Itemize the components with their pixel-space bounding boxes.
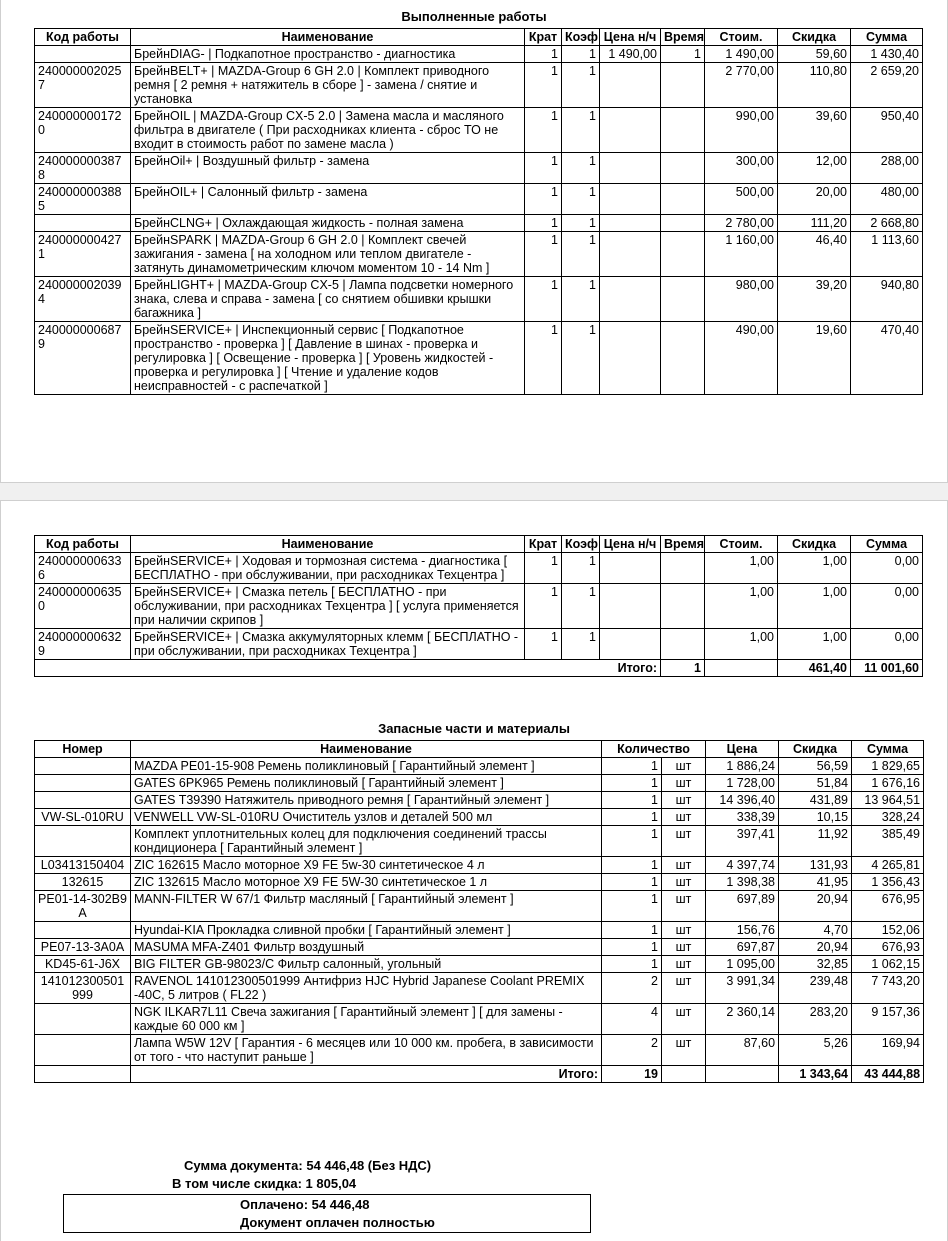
work-discount: 1,00 xyxy=(778,553,851,584)
work-cost: 300,00 xyxy=(705,153,778,184)
work-price xyxy=(600,108,661,153)
part-number xyxy=(35,826,131,857)
parts-total-sum: 43 444,88 xyxy=(852,1066,924,1083)
work-krat: 1 xyxy=(525,232,562,277)
part-number xyxy=(35,922,131,939)
table-row xyxy=(35,46,923,63)
works-header-name: Наименование xyxy=(131,29,525,46)
part-name: RAVENOL 141012300501999 Антифриз HJC Hybrid Japanese Coolant PREMIX -40C, 5 литров ( FL22 ) xyxy=(131,973,602,1004)
part-sum: 1 062,15 xyxy=(852,956,924,973)
parts-header-quantity: Количество xyxy=(602,741,706,758)
works2-header-koef: Коэф xyxy=(562,536,600,553)
work-cost: 2 780,00 xyxy=(705,215,778,232)
table-row xyxy=(35,322,923,395)
part-quantity: 1 xyxy=(602,826,662,857)
table-row xyxy=(35,826,924,857)
work-koef: 1 xyxy=(562,46,600,63)
work-krat: 1 xyxy=(525,46,562,63)
work-code: 2400000006350 xyxy=(35,584,131,629)
work-krat: 1 xyxy=(525,153,562,184)
work-cost: 990,00 xyxy=(705,108,778,153)
work-sum: 480,00 xyxy=(851,184,923,215)
work-cost: 500,00 xyxy=(705,184,778,215)
work-koef: 1 xyxy=(562,277,600,322)
work-code: 2400000001720 xyxy=(35,108,131,153)
work-sum: 2 659,20 xyxy=(851,63,923,108)
work-sum: 2 668,80 xyxy=(851,215,923,232)
works2-total-label: Итого: xyxy=(35,660,661,677)
part-price: 1 886,24 xyxy=(706,758,779,775)
part-quantity: 1 xyxy=(602,956,662,973)
work-sum: 1 113,60 xyxy=(851,232,923,277)
part-discount: 10,15 xyxy=(779,809,852,826)
part-unit: шт xyxy=(662,956,706,973)
table-row xyxy=(35,277,923,322)
work-name: БрейнCLNG+ | Охлаждающая жидкость - полная замена xyxy=(131,215,525,232)
work-time xyxy=(661,322,705,395)
part-quantity: 1 xyxy=(602,758,662,775)
work-cost: 2 770,00 xyxy=(705,63,778,108)
part-discount: 431,89 xyxy=(779,792,852,809)
works-header-discount: Скидка xyxy=(778,29,851,46)
works2-header-code: Код работы xyxy=(35,536,131,553)
part-quantity: 2 xyxy=(602,973,662,1004)
parts-body xyxy=(35,758,924,1066)
part-price: 338,39 xyxy=(706,809,779,826)
table-row xyxy=(35,857,924,874)
part-sum: 1 676,16 xyxy=(852,775,924,792)
part-unit: шт xyxy=(662,809,706,826)
part-discount: 32,85 xyxy=(779,956,852,973)
work-code xyxy=(35,46,131,63)
table-row xyxy=(35,939,924,956)
work-koef: 1 xyxy=(562,184,600,215)
parts-total-empty-price xyxy=(706,1066,779,1083)
part-price: 697,89 xyxy=(706,891,779,922)
work-time xyxy=(661,553,705,584)
works2-total-sum: 11 001,60 xyxy=(851,660,923,677)
part-price: 3 991,34 xyxy=(706,973,779,1004)
work-koef: 1 xyxy=(562,629,600,660)
part-unit: шт xyxy=(662,922,706,939)
table-row xyxy=(35,792,924,809)
table-row xyxy=(35,775,924,792)
work-price xyxy=(600,153,661,184)
part-unit: шт xyxy=(662,758,706,775)
part-discount: 51,84 xyxy=(779,775,852,792)
work-name: БрейнSPARK | MAZDA-Group 6 GH 2.0 | Комплект свечей зажигания - замена [ на холодном или теплом двигателе - затянуть динамометрическим ключом моментом 10 - 14 Nm ] xyxy=(131,232,525,277)
part-sum: 7 743,20 xyxy=(852,973,924,1004)
parts-header-name: Наименование xyxy=(131,741,602,758)
work-discount: 1,00 xyxy=(778,584,851,629)
work-code: 2400000020257 xyxy=(35,63,131,108)
table-row xyxy=(35,758,924,775)
works2-total-discount: 461,40 xyxy=(778,660,851,677)
part-discount: 11,92 xyxy=(779,826,852,857)
works2-header-time: Время xyxy=(661,536,705,553)
part-sum: 169,94 xyxy=(852,1035,924,1066)
works2-header-discount: Скидка xyxy=(778,536,851,553)
work-krat: 1 xyxy=(525,584,562,629)
works2-total-empty xyxy=(705,660,778,677)
part-price: 1 728,00 xyxy=(706,775,779,792)
part-number: 141012300501999 xyxy=(35,973,131,1004)
parts-total-quantity: 19 xyxy=(602,1066,662,1083)
parts-total-empty xyxy=(35,1066,131,1083)
part-unit: шт xyxy=(662,1035,706,1066)
works-header-row xyxy=(35,29,923,46)
works-body xyxy=(35,46,923,395)
discount-total: В том числе скидка: 1 805,04 xyxy=(172,1176,357,1191)
work-koef: 1 xyxy=(562,108,600,153)
part-discount: 20,94 xyxy=(779,939,852,956)
parts-header-sum: Сумма xyxy=(852,741,924,758)
part-number: L03413150404 xyxy=(35,857,131,874)
parts-total-label: Итого: xyxy=(131,1066,602,1083)
part-price: 2 360,14 xyxy=(706,1004,779,1035)
work-code: 2400000006879 xyxy=(35,322,131,395)
work-price xyxy=(600,184,661,215)
work-cost: 1,00 xyxy=(705,553,778,584)
work-time xyxy=(661,277,705,322)
work-price: 1 490,00 xyxy=(600,46,661,63)
part-number xyxy=(35,792,131,809)
part-quantity: 1 xyxy=(602,939,662,956)
work-time xyxy=(661,108,705,153)
work-cost: 980,00 xyxy=(705,277,778,322)
work-time xyxy=(661,153,705,184)
part-price: 397,41 xyxy=(706,826,779,857)
work-code: 2400000004271 xyxy=(35,232,131,277)
work-code: 2400000003885 xyxy=(35,184,131,215)
work-discount: 46,40 xyxy=(778,232,851,277)
parts-total-row xyxy=(35,1066,924,1083)
table-row xyxy=(35,584,923,629)
work-krat: 1 xyxy=(525,184,562,215)
work-sum: 0,00 xyxy=(851,629,923,660)
part-name: BIG FILTER GB-98023/C Фильтр салонный, угольный xyxy=(131,956,602,973)
part-sum: 9 157,36 xyxy=(852,1004,924,1035)
work-name: БрейнOIL | MAZDA-Group CX-5 2.0 | Замена масла и масляного фильтра в двигателе ( При расходниках клиента - сброс ТО не входит в стоимость работ по замене масла ) xyxy=(131,108,525,153)
work-discount: 39,20 xyxy=(778,277,851,322)
works2-header-price: Цена н/ч xyxy=(600,536,661,553)
work-cost: 1 160,00 xyxy=(705,232,778,277)
works2-total-row xyxy=(35,660,923,677)
works2-table xyxy=(34,535,923,677)
work-krat: 1 xyxy=(525,63,562,108)
work-name: БрейнSERVICE+ | Инспекционный сервис [ Подкапотное пространство - проверка ] [ Давление в шинах - проверка и регулировка ] [ Освещение - проверка ] [ Уровень жидкостей - проверка и регулировка ] [ Чтение и удаление кодов неисправностей - с распечаткой ] xyxy=(131,322,525,395)
work-time xyxy=(661,184,705,215)
work-name: БрейнSERVICE+ | Смазка петель [ БЕСПЛАТНО - при обслуживании, при расходниках Техцентра ] [ услуга применяется при наличии скрипов ] xyxy=(131,584,525,629)
work-price xyxy=(600,584,661,629)
part-quantity: 1 xyxy=(602,922,662,939)
work-discount: 39,60 xyxy=(778,108,851,153)
part-sum: 328,24 xyxy=(852,809,924,826)
table-row xyxy=(35,629,923,660)
part-unit: шт xyxy=(662,1004,706,1035)
work-price xyxy=(600,322,661,395)
work-code: 2400000006336 xyxy=(35,553,131,584)
parts-header-row xyxy=(35,741,924,758)
part-name: Лампа W5W 12V [ Гарантия - 6 месяцев или 10 000 км. пробега, в зависимости от того - что наступит раньше ] xyxy=(131,1035,602,1066)
part-price: 4 397,74 xyxy=(706,857,779,874)
part-name: Hyundai-KIA Прокладка сливной пробки [ Гарантийный элемент ] xyxy=(131,922,602,939)
work-sum: 470,40 xyxy=(851,322,923,395)
part-unit: шт xyxy=(662,891,706,922)
work-time: 1 xyxy=(661,46,705,63)
part-discount: 4,70 xyxy=(779,922,852,939)
part-number xyxy=(35,1004,131,1035)
work-koef: 1 xyxy=(562,215,600,232)
part-price: 87,60 xyxy=(706,1035,779,1066)
table-row xyxy=(35,232,923,277)
work-discount: 12,00 xyxy=(778,153,851,184)
work-krat: 1 xyxy=(525,215,562,232)
part-sum: 1 356,43 xyxy=(852,874,924,891)
part-unit: шт xyxy=(662,775,706,792)
work-discount: 19,60 xyxy=(778,322,851,395)
part-name: ZIC 132615 Масло моторное X9 FE 5W-30 синтетическое 1 л xyxy=(131,874,602,891)
part-name: GATES 6PK965 Ремень поликлиновый [ Гарантийный элемент ] xyxy=(131,775,602,792)
page-separator xyxy=(0,483,948,500)
part-number: 132615 xyxy=(35,874,131,891)
works-header-cost: Стоим. xyxy=(705,29,778,46)
part-price: 156,76 xyxy=(706,922,779,939)
part-name: MANN-FILTER W 67/1 Фильтр масляный [ Гарантийный элемент ] xyxy=(131,891,602,922)
work-koef: 1 xyxy=(562,553,600,584)
works-header-time: Время xyxy=(661,29,705,46)
part-quantity: 4 xyxy=(602,1004,662,1035)
work-price xyxy=(600,553,661,584)
work-krat: 1 xyxy=(525,553,562,584)
part-quantity: 1 xyxy=(602,891,662,922)
work-koef: 1 xyxy=(562,232,600,277)
part-number xyxy=(35,1035,131,1066)
work-code: 2400000020394 xyxy=(35,277,131,322)
table-row xyxy=(35,553,923,584)
work-sum: 288,00 xyxy=(851,153,923,184)
part-discount: 41,95 xyxy=(779,874,852,891)
document-sum: Сумма документа: 54 446,48 (Без НДС) xyxy=(184,1158,432,1173)
work-time xyxy=(661,629,705,660)
part-unit: шт xyxy=(662,857,706,874)
work-sum: 950,40 xyxy=(851,108,923,153)
parts-table xyxy=(34,740,924,1083)
paid-box xyxy=(63,1194,591,1233)
work-code: 2400000006329 xyxy=(35,629,131,660)
works-header-krat: Крат xyxy=(525,29,562,46)
table-row xyxy=(35,1035,924,1066)
work-koef: 1 xyxy=(562,153,600,184)
part-sum: 152,06 xyxy=(852,922,924,939)
part-discount: 20,94 xyxy=(779,891,852,922)
part-unit: шт xyxy=(662,939,706,956)
part-quantity: 1 xyxy=(602,775,662,792)
work-discount: 110,80 xyxy=(778,63,851,108)
table-row xyxy=(35,891,924,922)
part-name: ZIC 162615 Масло моторное X9 FE 5w-30 синтетическое 4 л xyxy=(131,857,602,874)
part-sum: 676,95 xyxy=(852,891,924,922)
work-krat: 1 xyxy=(525,277,562,322)
work-name: БрейнLIGHT+ | MAZDA-Group CX-5 | Лампа подсветки номерного знака, слева и справа - замена [ со снятием обшивки крышки багажника ] xyxy=(131,277,525,322)
parts-total-discount: 1 343,64 xyxy=(779,1066,852,1083)
work-krat: 1 xyxy=(525,322,562,395)
work-price xyxy=(600,215,661,232)
work-price xyxy=(600,63,661,108)
work-time xyxy=(661,232,705,277)
parts-title: Запасные части и материалы xyxy=(378,721,570,736)
work-name: БрейнOil+ | Воздушный фильтр - замена xyxy=(131,153,525,184)
work-discount: 111,20 xyxy=(778,215,851,232)
work-koef: 1 xyxy=(562,584,600,629)
works-header-koef: Коэф xyxy=(562,29,600,46)
works-title: Выполненные работы xyxy=(401,9,547,24)
table-row xyxy=(35,809,924,826)
work-discount: 1,00 xyxy=(778,629,851,660)
part-sum: 676,93 xyxy=(852,939,924,956)
work-discount: 20,00 xyxy=(778,184,851,215)
works-table xyxy=(34,28,923,395)
part-sum: 1 829,65 xyxy=(852,758,924,775)
part-name: GATES T39390 Натяжитель приводного ремня [ Гарантийный элемент ] xyxy=(131,792,602,809)
table-row xyxy=(35,956,924,973)
work-name: БрейнBELT+ | MAZDA-Group 6 GH 2.0 | Комплект приводного ремня [ 2 ремня + натяжитель в сборе ] - замена / снятие и установка xyxy=(131,63,525,108)
part-price: 697,87 xyxy=(706,939,779,956)
paid-status: Документ оплачен полностью xyxy=(240,1215,435,1230)
part-number: PE01-14-302B9A xyxy=(35,891,131,922)
work-krat: 1 xyxy=(525,108,562,153)
works2-header-cost: Стоим. xyxy=(705,536,778,553)
part-discount: 5,26 xyxy=(779,1035,852,1066)
work-name: БрейнSERVICE+ | Ходовая и тормозная система - диагностика [ БЕСПЛАТНО - при обслуживании, при расходниках Техцентра ] xyxy=(131,553,525,584)
work-koef: 1 xyxy=(562,63,600,108)
part-price: 1 095,00 xyxy=(706,956,779,973)
work-name: БрейнDIAG- | Подкапотное пространство - диагностика xyxy=(131,46,525,63)
work-time xyxy=(661,63,705,108)
part-unit: шт xyxy=(662,792,706,809)
works2-body xyxy=(35,553,923,660)
part-number xyxy=(35,775,131,792)
part-unit: шт xyxy=(662,973,706,1004)
part-name: Комплект уплотнительных колец для подключения соединений трассы кондиционера [ Гарантийный элемент ] xyxy=(131,826,602,857)
work-code: 2400000003878 xyxy=(35,153,131,184)
part-name: MASUMA MFA-Z401 Фильтр воздушный xyxy=(131,939,602,956)
table-row xyxy=(35,108,923,153)
works2-header-row xyxy=(35,536,923,553)
works2-header-name: Наименование xyxy=(131,536,525,553)
work-koef: 1 xyxy=(562,322,600,395)
work-cost: 1 490,00 xyxy=(705,46,778,63)
part-price: 1 398,38 xyxy=(706,874,779,891)
table-row xyxy=(35,184,923,215)
work-time xyxy=(661,584,705,629)
table-row xyxy=(35,1004,924,1035)
part-sum: 385,49 xyxy=(852,826,924,857)
paid-amount: Оплачено: 54 446,48 xyxy=(240,1197,370,1212)
work-sum: 940,80 xyxy=(851,277,923,322)
work-name: БрейнSERVICE+ | Смазка аккумуляторных клемм [ БЕСПЛАТНО - при обслуживании, при расходниках Техцентра ] xyxy=(131,629,525,660)
works-header-price: Цена н/ч xyxy=(600,29,661,46)
part-discount: 283,20 xyxy=(779,1004,852,1035)
part-number: KD45-61-J6X xyxy=(35,956,131,973)
table-row xyxy=(35,63,923,108)
parts-total-empty-unit xyxy=(662,1066,706,1083)
work-sum: 0,00 xyxy=(851,553,923,584)
part-quantity: 1 xyxy=(602,857,662,874)
works-header-code: Код работы xyxy=(35,29,131,46)
parts-header-discount: Скидка xyxy=(779,741,852,758)
part-unit: шт xyxy=(662,874,706,891)
part-number xyxy=(35,758,131,775)
part-quantity: 1 xyxy=(602,809,662,826)
table-row xyxy=(35,874,924,891)
part-number: VW-SL-010RU xyxy=(35,809,131,826)
part-sum: 13 964,51 xyxy=(852,792,924,809)
part-quantity: 1 xyxy=(602,874,662,891)
part-price: 14 396,40 xyxy=(706,792,779,809)
work-cost: 1,00 xyxy=(705,629,778,660)
work-krat: 1 xyxy=(525,629,562,660)
table-row xyxy=(35,973,924,1004)
part-discount: 56,59 xyxy=(779,758,852,775)
part-unit: шт xyxy=(662,826,706,857)
part-quantity: 2 xyxy=(602,1035,662,1066)
part-discount: 131,93 xyxy=(779,857,852,874)
work-code xyxy=(35,215,131,232)
part-name: MAZDA PE01-15-908 Ремень поликлиновый [ Гарантийный элемент ] xyxy=(131,758,602,775)
work-price xyxy=(600,277,661,322)
part-name: VENWELL VW-SL-010RU Очиститель узлов и деталей 500 мл xyxy=(131,809,602,826)
table-row xyxy=(35,922,924,939)
work-sum: 1 430,40 xyxy=(851,46,923,63)
parts-header-price: Цена xyxy=(706,741,779,758)
work-price xyxy=(600,629,661,660)
parts-header-number: Номер xyxy=(35,741,131,758)
work-price xyxy=(600,232,661,277)
works-header-sum: Сумма xyxy=(851,29,923,46)
works2-header-krat: Крат xyxy=(525,536,562,553)
part-number: PE07-13-3A0A xyxy=(35,939,131,956)
work-cost: 490,00 xyxy=(705,322,778,395)
work-name: БрейнOIL+ | Салонный фильтр - замена xyxy=(131,184,525,215)
work-time xyxy=(661,215,705,232)
part-quantity: 1 xyxy=(602,792,662,809)
works2-header-sum: Сумма xyxy=(851,536,923,553)
work-discount: 59,60 xyxy=(778,46,851,63)
part-sum: 4 265,81 xyxy=(852,857,924,874)
part-name: NGK ILKAR7L11 Свеча зажигания [ Гарантийный элемент ] [ для замены - каждые 60 000 км ] xyxy=(131,1004,602,1035)
work-sum: 0,00 xyxy=(851,584,923,629)
works2-total-time: 1 xyxy=(661,660,705,677)
table-row xyxy=(35,215,923,232)
table-row xyxy=(35,153,923,184)
work-cost: 1,00 xyxy=(705,584,778,629)
part-discount: 239,48 xyxy=(779,973,852,1004)
